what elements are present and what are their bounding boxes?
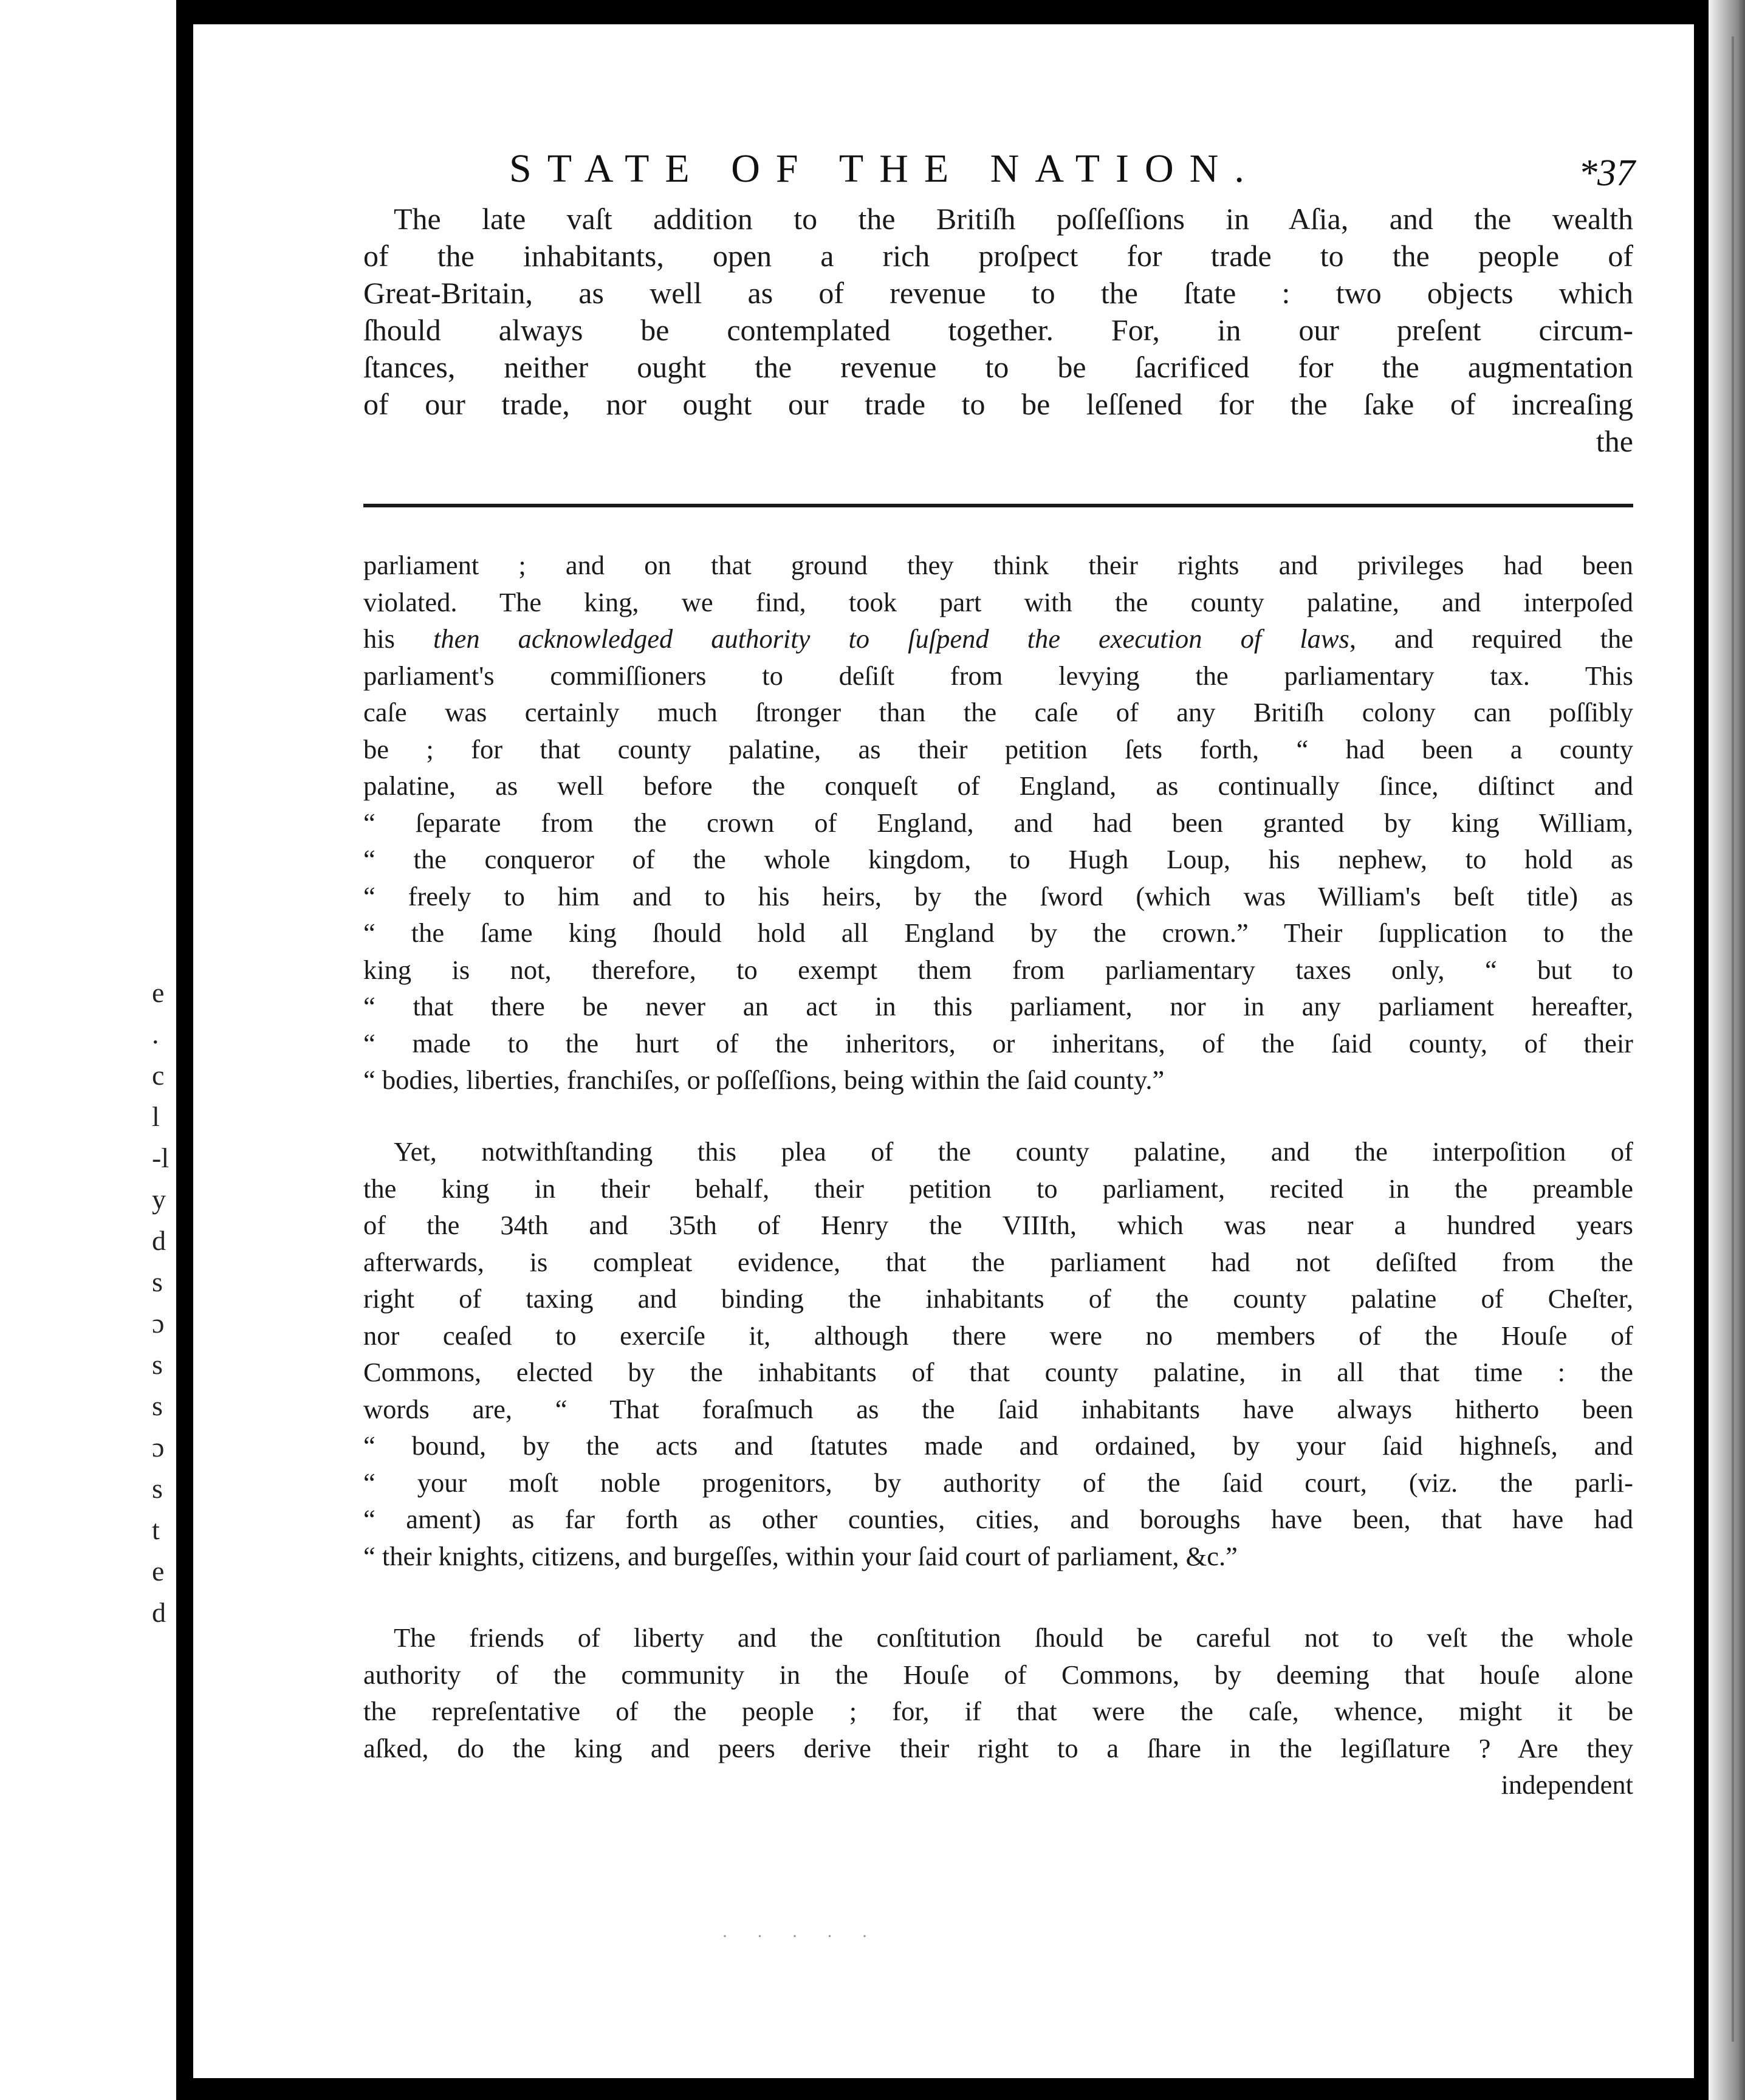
scan-smudge: · · · · · — [722, 1926, 880, 1946]
text-line: the king in their behalf, their petition to parliament, recited in the preamble — [363, 1173, 1633, 1204]
margin-fragment: d — [152, 1225, 166, 1256]
text-line: words are, “ That foraſmuch as the ſaid inhabitants have always hitherto been — [363, 1393, 1633, 1424]
text-line: his then acknowledged authority to ſuſpend the execution of laws, and required the — [363, 623, 1633, 654]
main-text-paragraph — [363, 201, 1633, 460]
text-line: “ your moſt noble progenitors, by authority of the ſaid court, (viz. the parli- — [363, 1467, 1633, 1498]
text-line: “ bodies, liberties, franchiſes, or poſſeſſions, being within the ſaid county.” — [363, 1065, 1165, 1095]
text-line: “ that there be never an act in this parliament, nor in any parliament hereafter, — [363, 991, 1633, 1021]
text-line: Commons, elected by the inhabitants of that county palatine, in all that time : the — [363, 1357, 1633, 1387]
right-page-edge — [1709, 0, 1745, 2100]
margin-fragment: s — [152, 1266, 163, 1297]
margin-fragment: s — [152, 1473, 163, 1504]
text-line: “ ament) as far forth as other counties, cities, and boroughs have been, that have had — [363, 1504, 1633, 1534]
text-line: violated. The king, we find, took part with the county palatine, and interpoſed — [363, 586, 1633, 617]
text-line: caſe was certainly much ſtronger than the caſe of any Britiſh colony can poſſibly — [363, 697, 1633, 727]
text-line: “ freely to him and to his heirs, by the ſword (which was William's beſt title) as — [363, 880, 1633, 911]
footnote-paragraph-3 — [363, 1619, 1633, 1803]
text-line: “ ſeparate from the crown of England, and had been granted by king William, — [363, 807, 1633, 838]
text-line: “ the conqueror of the whole kingdom, to Hugh Loup, his nephew, to hold as — [363, 844, 1633, 874]
text-line: king is not, therefore, to exempt them from parliamentary taxes only, “ but to — [363, 954, 1633, 985]
text-line: Yet, notwithſtanding this plea of the county palatine, and the interpoſition of — [394, 1136, 1633, 1167]
margin-fragment: e — [152, 1556, 165, 1587]
facing-page-edge — [0, 0, 182, 2100]
text-line: of the 34th and 35th of Henry the VIIIth, which was near a hundred years — [363, 1210, 1633, 1240]
text-line: ſtances, neither ought the revenue to be ſacrificed for the augmentation — [363, 350, 1633, 384]
margin-fragment: -l — [152, 1142, 170, 1173]
margin-fragment: . — [152, 1018, 159, 1049]
margin-fragment: ɔ — [152, 1308, 165, 1339]
text-line: Great-Britain, as well as of revenue to the ſtate : two objects which — [363, 276, 1633, 310]
text-line: parliament ; and on that ground they think their rights and privileges had been — [363, 550, 1633, 580]
footnote-paragraph-1 — [363, 547, 1633, 1099]
margin-fragment: ɔ — [152, 1432, 165, 1463]
margin-fragment: e — [152, 977, 165, 1008]
footnote-paragraph-2 — [363, 1133, 1633, 1574]
margin-fragment: t — [152, 1514, 160, 1545]
text-line: “ their knights, citizens, and burgeſſes, within your ſaid court of parliament, &c.” — [363, 1540, 1238, 1571]
text-line: of the inhabitants, open a rich proſpect for trade to the people of — [363, 239, 1633, 273]
text-line: the — [1596, 424, 1633, 458]
text-line: ſhould always be contemplated together. For, in our preſent circum- — [363, 313, 1633, 347]
text-line: nor ceaſed to exerciſe it, although there were no members of the Houſe of — [363, 1320, 1633, 1351]
text-line: “ made to the hurt of the inheritors, or inheritans, of the ſaid county, of their — [363, 1028, 1633, 1059]
text-line: The friends of liberty and the conſtitution ſhould be careful not to veſt the whole — [394, 1622, 1633, 1653]
text-line: “ the ſame king ſhould hold all England by the crown.” Their ſupplication to the — [363, 918, 1633, 948]
margin-fragment: d — [152, 1597, 166, 1628]
margin-fragment: s — [152, 1349, 163, 1380]
text-line: “ bound, by the acts and ſtatutes made and ordained, by your ſaid highneſs, and — [363, 1430, 1633, 1461]
margin-fragment: y — [152, 1184, 166, 1215]
text-line: be ; for that county palatine, as their petition ſets forth, “ had been a county — [363, 733, 1633, 764]
text-line: authority of the community in the Houſe of Commons, by deeming that houſe alone — [363, 1659, 1633, 1690]
footnote-rule — [363, 504, 1633, 507]
text-line: the repreſentative of the people ; for, if that were the caſe, whence, might it be — [363, 1696, 1633, 1726]
text-line: of our trade, nor ought our trade to be leſſened for the ſake of increaſing — [363, 387, 1633, 421]
text-line: independent — [1501, 1769, 1633, 1800]
margin-fragment: c — [152, 1060, 165, 1091]
text-line: aſked, do the king and peers derive their right to a ſhare in the legiſlature ? Are they — [363, 1732, 1633, 1763]
margin-fragment: s — [152, 1390, 163, 1421]
page-number: *37 — [1579, 153, 1635, 194]
margin-fragment: l — [152, 1101, 160, 1132]
text-line: afterwards, is compleat evidence, that the parliament had not deſiſted from the — [363, 1246, 1633, 1277]
text-line: The late vaſt addition to the Britiſh poſſeſſions in Aſia, and the wealth — [394, 202, 1633, 236]
facing-page-fragments — [152, 972, 176, 1633]
text-line: palatine, as well before the conqueſt of England, as continually ſince, diſtinct and — [363, 770, 1633, 801]
book-page — [193, 24, 1694, 2078]
text-line: parliament's commiſſioners to deſiſt from levying the parliamentary tax. This — [363, 660, 1633, 691]
running-head: STATE OF THE NATION. — [509, 146, 1260, 191]
text-line: right of taxing and binding the inhabitants of the county palatine of Cheſter, — [363, 1283, 1633, 1314]
